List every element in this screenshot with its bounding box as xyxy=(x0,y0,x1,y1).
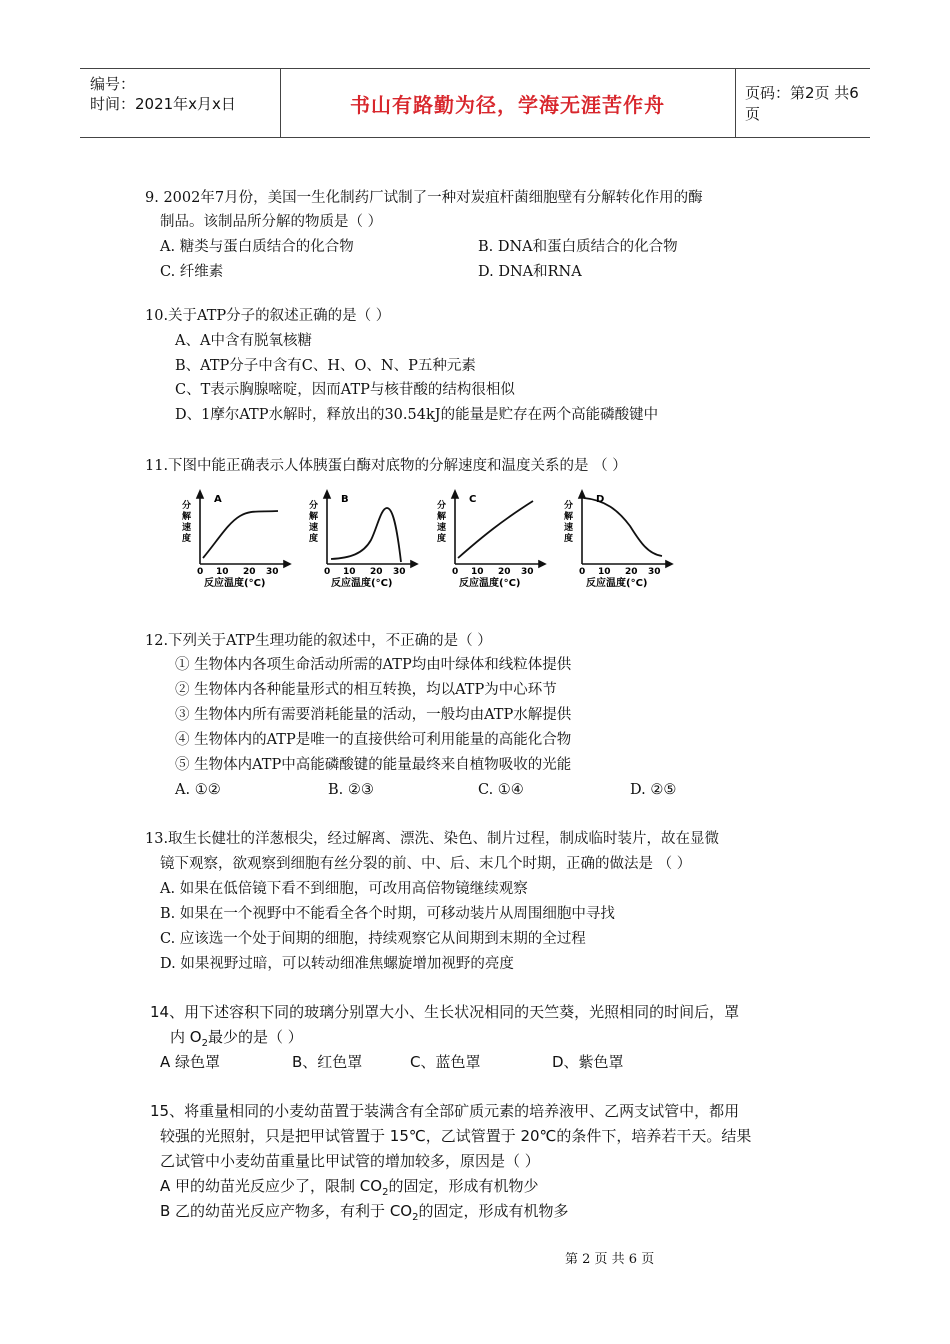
x-tick: 0 xyxy=(452,567,459,577)
x-tick: 10 xyxy=(598,567,611,577)
curve xyxy=(203,511,278,558)
q9-option-d: D. DNA和RNA xyxy=(478,264,582,280)
q15-option-b xyxy=(160,1201,569,1228)
y-axis-arrow xyxy=(579,491,585,498)
page-label: 页码：第2页 共6页 xyxy=(745,84,859,123)
q14-option-c: C、蓝色罩 xyxy=(410,1053,481,1071)
q10-option-b: B、ATP分子中含有C、H、O、N、P五种元素 xyxy=(175,358,476,374)
graph-letter: C xyxy=(469,494,477,505)
q14-option-a: A 绿色罩 xyxy=(160,1053,221,1071)
ylabel-char: 速 xyxy=(309,523,319,533)
q14-subscript: 2 xyxy=(201,1038,208,1049)
x-tick: 30 xyxy=(266,567,279,577)
q13-stem-line1: 13.取生长健壮的洋葱根尖，经过解离、漂洗、染色、制片过程，制成临时装片，故在显微 xyxy=(145,831,720,847)
q12-statement-5: ⑤ 生物体内ATP中高能磷酸键的能量最终来自植物吸收的光能 xyxy=(175,757,572,773)
q9-stem-line2: 制品。该制品所分解的物质是（ ） xyxy=(160,214,383,230)
q12-option-d: D. ②⑤ xyxy=(630,782,677,798)
x-tick: 20 xyxy=(625,567,638,577)
q14-stem-text-end: 最少的是（ ） xyxy=(207,1028,303,1046)
ylabel-char: 分 xyxy=(182,501,192,511)
q14-option-b: B、红色罩 xyxy=(292,1053,363,1071)
q12-option-c: C. ①④ xyxy=(478,782,524,798)
curve xyxy=(458,501,533,558)
x-tick: 10 xyxy=(216,567,229,577)
q13-option-a: A. 如果在低倍镜下看不到细胞，可改用高倍物镜继续观察 xyxy=(160,881,528,897)
ylabel-char: 分 xyxy=(564,501,574,511)
x-tick: 0 xyxy=(324,567,331,577)
q9-option-c: C. 纤维素 xyxy=(160,264,224,280)
q15-stem-line1: 15、将重量相同的小麦幼苗置于装满含有全部矿质元素的培养液甲、乙两支试管中，都用 xyxy=(150,1102,740,1120)
graph-letter: A xyxy=(214,494,222,505)
x-axis-arrow xyxy=(411,561,417,567)
x-axis-label: 反应温度(°C) xyxy=(331,578,393,589)
header-info-cell xyxy=(80,69,281,137)
ylabel-char: 分 xyxy=(309,501,319,511)
q13-option-b: B. 如果在一个视野中不能看全各个时期，可移动装片从周围细胞中寻找 xyxy=(160,906,615,922)
q14-option-d: D、紫色罩 xyxy=(552,1053,624,1071)
x-tick: 30 xyxy=(393,567,406,577)
q15-option-b-text-end: 的固定，形成有机物多 xyxy=(418,1202,569,1220)
q12-stem: 12.下列关于ATP生理功能的叙述中，不正确的是（ ） xyxy=(145,633,492,649)
ylabel-char: 速 xyxy=(437,523,447,533)
x-tick: 0 xyxy=(579,567,586,577)
q15-option-b-text: B 乙的幼苗光反应产物多，有利于 CO xyxy=(160,1202,413,1220)
q15-option-a-text: A 甲的幼苗光反应少了，限制 CO xyxy=(160,1177,383,1195)
ylabel-char: 解 xyxy=(182,512,192,522)
x-tick: 20 xyxy=(498,567,511,577)
x-tick: 30 xyxy=(521,567,534,577)
x-tick: 30 xyxy=(648,567,661,577)
ylabel-char: 度 xyxy=(182,534,192,544)
graph-c xyxy=(433,488,553,593)
x-axis-arrow xyxy=(284,561,290,567)
graph-b xyxy=(305,488,425,593)
motto: 书山有路勤为径，学海无涯苦作舟 xyxy=(350,92,665,117)
x-tick: 0 xyxy=(197,567,204,577)
ylabel-char: 速 xyxy=(564,523,574,533)
ylabel-char: 速 xyxy=(182,523,192,533)
ylabel-char: 分 xyxy=(437,501,447,511)
q10-option-c: C、T表示胸腺嘧啶，因而ATP与核苷酸的结构很相似 xyxy=(175,382,515,398)
x-axis-label: 反应温度(°C) xyxy=(586,578,648,589)
x-axis-arrow xyxy=(539,561,545,567)
q10-stem: 10.关于ATP分子的叙述正确的是（ ） xyxy=(145,308,391,324)
q15-option-a-text-end: 的固定，形成有机物少 xyxy=(388,1177,539,1195)
header-page-cell xyxy=(735,69,870,137)
q13-option-c: C. 应该选一个处于间期的细胞，持续观察它从间期到末期的全过程 xyxy=(160,931,586,947)
q14-stem-text: 内 O xyxy=(170,1028,202,1046)
q14-stem-line1: 14、用下述容积下同的玻璃分别罩大小、生长状况相同的天竺葵，光照相同的时间后，罩 xyxy=(150,1003,740,1021)
x-tick: 10 xyxy=(343,567,356,577)
ylabel-char: 度 xyxy=(564,534,574,544)
q12-option-b: B. ②③ xyxy=(328,782,374,798)
q15-option-a-subscript: 2 xyxy=(382,1187,389,1198)
q9-option-a: A. 糖类与蛋白质结合的化合物 xyxy=(160,239,354,255)
page-header xyxy=(80,68,870,138)
ylabel-char: 度 xyxy=(309,534,319,544)
page-footer: 第 2 页 共 6 页 xyxy=(565,1252,655,1267)
ylabel-char: 度 xyxy=(437,534,447,544)
q12-statement-1: ① 生物体内各项生命活动所需的ATP均由叶绿体和线粒体提供 xyxy=(175,657,572,673)
x-tick: 20 xyxy=(243,567,256,577)
graph-letter: B xyxy=(341,494,349,505)
q12-statement-2: ② 生物体内各种能量形式的相互转换，均以ATP为中心环节 xyxy=(175,682,557,698)
q10-option-d: D、1摩尔ATP水解时，释放出的30.54kJ的能量是贮存在两个高能磷酸键中 xyxy=(175,407,659,423)
y-axis-arrow xyxy=(452,491,458,498)
q15-stem-line2: 较强的光照射，只是把甲试管置于 15℃，乙试管置于 20℃的条件下，培养若干天。结果 xyxy=(160,1127,752,1145)
ylabel-char: 解 xyxy=(309,512,319,522)
q10-option-a: A、A中含有脱氧核糖 xyxy=(175,333,312,349)
q14-stem-line2 xyxy=(170,1027,303,1054)
header-motto-cell xyxy=(280,69,736,137)
ylabel-char: 解 xyxy=(437,512,447,522)
graph-a xyxy=(178,488,298,593)
x-axis-arrow xyxy=(666,561,672,567)
q15-option-b-subscript: 2 xyxy=(412,1212,419,1223)
x-tick: 20 xyxy=(370,567,383,577)
graph-letter: D xyxy=(596,494,605,505)
ylabel-char: 解 xyxy=(564,512,574,522)
time-label: 时间：2021年x月x日 xyxy=(90,95,236,113)
q9-option-b: B. DNA和蛋白质结合的化合物 xyxy=(478,239,678,255)
q15-stem-line3: 乙试管中小麦幼苗重量比甲试管的增加较多，原因是（ ） xyxy=(160,1152,540,1170)
q15-option-a xyxy=(160,1176,538,1203)
y-axis-arrow xyxy=(324,491,330,498)
curve xyxy=(584,498,662,556)
x-axis-label: 反应温度(°C) xyxy=(459,578,521,589)
q11-stem: 11.下图中能正确表示人体胰蛋白酶对底物的分解速度和温度关系的是 （ ） xyxy=(145,458,627,474)
q13-option-d: D. 如果视野过暗，可以转动细准焦螺旋增加视野的亮度 xyxy=(160,956,514,972)
q9-stem-line1: 9. 2002年7月份，美国一生化制药厂试制了一种对炭疽杆菌细胞壁有分解转化作用的酶 xyxy=(145,190,703,206)
number-label: 编号： xyxy=(90,75,136,93)
x-axis-label: 反应温度(°C) xyxy=(204,578,266,589)
q12-statement-3: ③ 生物体内所有需要消耗能量的活动，一般均由ATP水解提供 xyxy=(175,707,572,723)
q12-option-a: A. ①② xyxy=(175,782,221,798)
graph-d xyxy=(560,488,680,593)
y-axis-arrow xyxy=(197,491,203,498)
q13-stem-line2: 镜下观察，欲观察到细胞有丝分裂的前、中、后、末几个时期，正确的做法是 （ ） xyxy=(160,856,692,872)
curve xyxy=(331,508,401,562)
q12-statement-4: ④ 生物体内的ATP是唯一的直接供给可利用能量的高能化合物 xyxy=(175,732,572,748)
x-tick: 10 xyxy=(471,567,484,577)
